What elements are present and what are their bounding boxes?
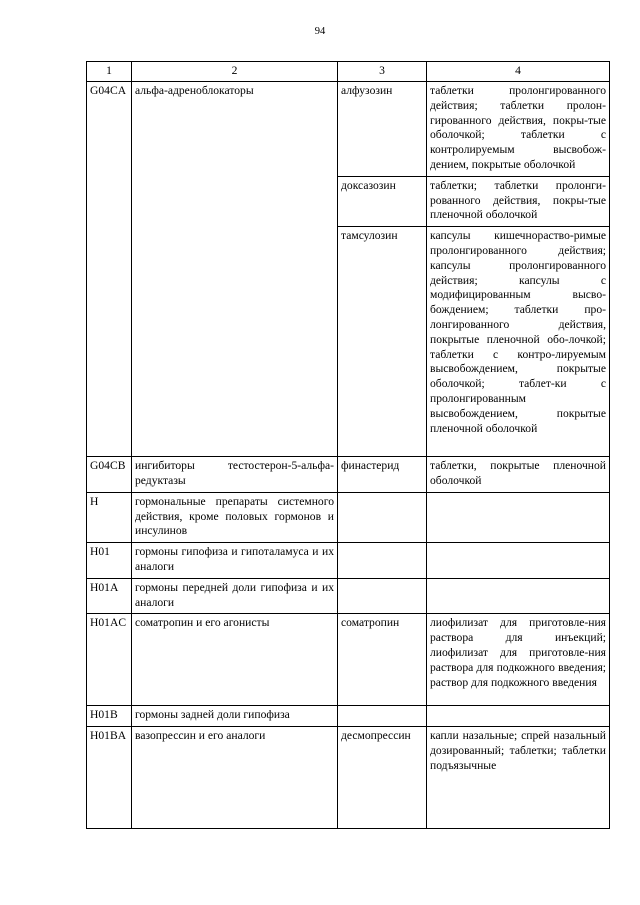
table-row [87,706,610,727]
atc-code-cell: H01B [87,706,132,727]
dosage-forms-cell [427,543,610,579]
group-cell: гормональные препараты системного действия, кроме половых гормонов и инсулинов [132,492,338,542]
dosage-forms-cell: капсулы кишечнораство-римые пролонгированного действия; капсулы пролонгированного действия; капсулы с модифицированным высво-бождением; таблетки про-лонгированного действия, покрытые пленочной обо-лочкой; таблетки с контро-лируемым высвобождением, покрытые оболочкой; таблет-ки с пролонгированным высвобождением, покрытые пленочной оболочкой [427,227,610,457]
table-row [87,727,610,829]
group-cell: гормоны гипофиза и гипоталамуса и их аналоги [132,543,338,579]
dosage-forms-cell [427,706,610,727]
drug-cell [338,578,427,614]
atc-code-cell: H01BA [87,727,132,829]
group-cell: соматропин и его агонисты [132,614,338,706]
dosage-forms-cell [427,578,610,614]
dosage-forms-cell: таблетки пролонгированного действия; таблетки пролон-гированного действия, покры-тые оболочкой; таблетки с контролируемым высвобож-дением, покрытые оболочкой [427,82,610,177]
dosage-forms-cell: таблетки; таблетки пролонги-рованного действия, покры-тые пленочной оболочкой [427,176,610,226]
atc-code-cell: H [87,492,132,542]
dosage-forms-cell: таблетки, покрытые пленочной оболочкой [427,457,610,493]
dosage-forms-cell: капли назальные; спрей назальный дозированный; таблетки; таблетки подъязычные [427,727,610,829]
atc-code-cell: H01AC [87,614,132,706]
group-cell: гормоны передней доли гипофиза и их аналоги [132,578,338,614]
atc-code-cell: H01 [87,543,132,579]
table-row [87,82,610,177]
group-cell: ингибиторы тестостерон-5-альфа-редуктазы [132,457,338,493]
group-cell: гормоны задней доли гипофиза [132,706,338,727]
table-row [87,543,610,579]
atc-code-cell: G04CB [87,457,132,493]
drug-cell: алфузозин [338,82,427,177]
drug-cell: доксазозин [338,176,427,226]
drug-cell [338,543,427,579]
drug-cell: тамсулозин [338,227,427,457]
drug-cell: десмопрессин [338,727,427,829]
table-row [87,578,610,614]
table-row [87,492,610,542]
drug-cell: соматропин [338,614,427,706]
group-cell: вазопрессин и его аналоги [132,727,338,829]
drug-cell [338,706,427,727]
atc-code-cell: H01A [87,578,132,614]
page-number: 94 [314,26,326,37]
drug-classification-table [86,61,610,829]
header-column-2: 2 [132,62,338,82]
dosage-forms-cell [427,492,610,542]
atc-code-cell: G04CA [87,82,132,457]
header-column-1: 1 [87,62,132,82]
header-column-4: 4 [427,62,610,82]
drug-cell [338,492,427,542]
table-row [87,457,610,493]
drug-cell: финастерид [338,457,427,493]
header-column-3: 3 [338,62,427,82]
table-row [87,614,610,706]
table-header-row [87,62,610,82]
group-cell: альфа-адреноблокаторы [132,82,338,457]
dosage-forms-cell: лиофилизат для приготовле-ния раствора для инъекций; лиофилизат для приготовле-ния раствора для подкожного введения; раствор для подкожного введения [427,614,610,706]
